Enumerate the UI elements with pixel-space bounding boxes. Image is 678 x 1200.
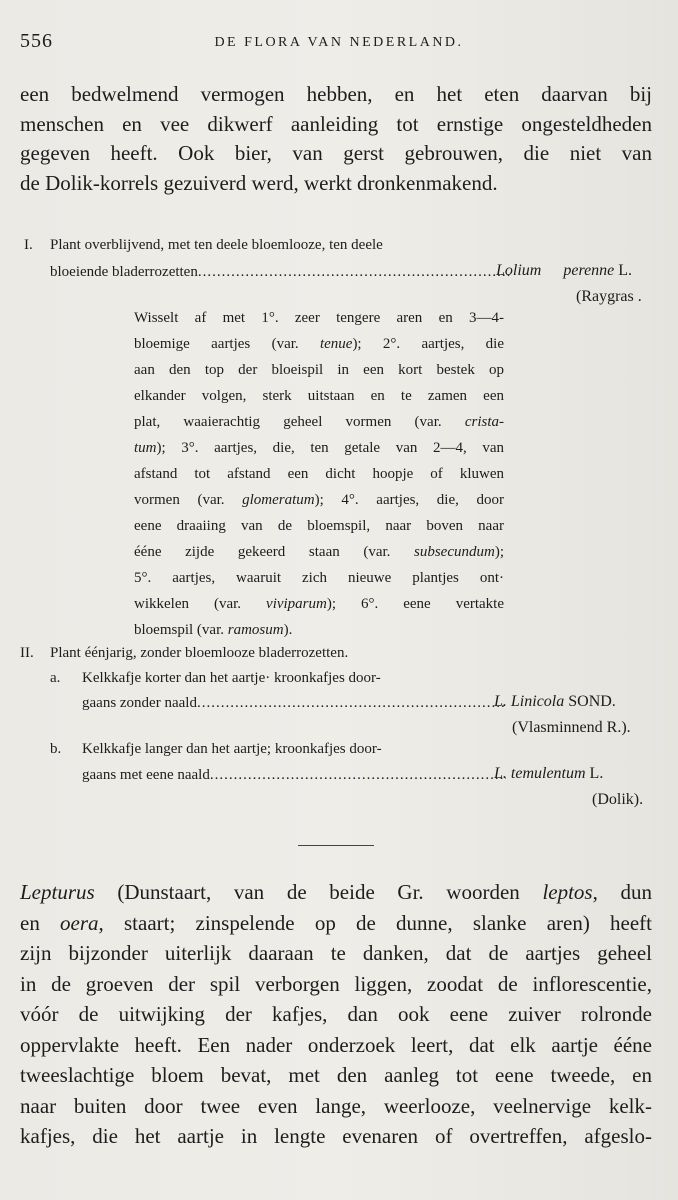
dot-leader [198,264,510,281]
page-header [20,30,658,60]
species-genus: Lolium [496,262,542,279]
common-name-dolik: (Dolik). [592,791,644,808]
lepturus-line: naar buiten door twee even lange, weerlooze, veelnervige kelk- [20,1093,652,1118]
variety-line: eene draaiing van de bloemspil, naar boven naar [134,518,504,534]
species-lolium-perenne [496,262,632,280]
lepturus-line: Lepturus (Dunstaart, van de beide Gr. woorden leptos, dun [20,880,653,904]
lepturus-line: vóór de uitwijking der kafjes, dan ook eene zuiver rolronde [20,1002,652,1026]
lepturus-line: oppervlakte heeft. Een nader onderzoek leert, dat elk aartje ééne [20,1032,652,1057]
lepturus-line: tweeslachtige bloem bevat, met den aanleg tot eene tweede, en [20,1063,652,1087]
variety-line: wikkelen (var. viviparum); 6°. eene vertakte [134,596,504,612]
lepturus-line: in de groeven der spil verborgen liggen, zoodat de inflorescentie, [20,971,652,996]
dot-leader [197,695,506,712]
species-epithet: perenne [563,262,615,279]
variety-line: Wisselt af met 1°. zeer tengere aren en 3—4- [134,310,504,326]
variety-line: bloemige aartjes (var. tenue); 2°. aartjes, die [134,336,504,352]
key-item-1-label: I. [24,237,33,253]
variety-line: elkander volgen, sterk uitstaan en te zamen een [134,388,504,404]
common-name-vlasminnend: (Vlasminnend R.). [512,719,631,736]
lepturus-line: kafjes, die het aartje in lengte evenaren of overtreffen, afgeslo- [20,1124,652,1148]
running-title: DE FLORA VAN NEDERLAND. [214,35,464,50]
species-lolium-linicola: L. Linicola SOND. [494,693,616,710]
key-item-2a-line1: Kelkkafje korter dan het aartje· kroonkafjes door- [82,670,381,686]
variety-line: tum); 3°. aartjes, die, ten getale van 2—4, van [134,440,504,456]
intro-line: de Dolik-korrels gezuiverd werd, werkt dronkenmakend. [20,170,498,195]
common-name-raygras: (Raygras . [576,288,642,305]
species-lolium-temulentum: L. temulentum L. [494,765,604,782]
key-item-2-label: II. [20,645,34,661]
species-author: L. [618,262,633,279]
section-divider [298,845,374,846]
key-item-2b-label: b. [50,741,62,757]
key-item-2b-line2: gaans met eene naald [82,767,210,783]
variety-line: afstand tot afstand een dicht hoopje of kluwen [134,466,504,482]
key-item-2a-leader [82,695,506,712]
key-item-1-line2: bloeiende bladerrozetten [50,264,198,280]
dot-leader [210,767,506,784]
key-item-2b-line1: Kelkkafje langer dan het aartje; kroonkafjes door- [82,741,382,757]
key-item-2a-line2: gaans zonder naald [82,695,197,711]
variety-line: vormen (var. glomeratum); 4°. aartjes, die, door [134,492,505,508]
lepturus-line: zijn bijzonder uiterlijk daaraan te danken, dat de aartjes geheel [20,941,652,965]
intro-line: menschen en vee dikwerf aanleiding tot ernstige ongesteldheden [20,111,652,136]
variety-line: 5°. aartjes, waaruit zich nieuwe plantjes ont· [134,570,504,586]
variety-line: bloemspil (var. ramosum). [134,622,293,638]
key-item-2b-leader [82,767,506,784]
key-item-1-leader [50,264,510,281]
lepturus-line: en oera, staart; zinspelende op de dunne, slanke aren) heeft [20,910,652,935]
intro-paragraph [20,80,652,198]
lepturus-paragraph [20,877,652,1152]
page-number: 556 [20,30,53,52]
key-item-2-text: Plant éénjarig, zonder bloemlooze bladerrozetten. [50,645,349,661]
variety-line: ééne zijde gekeerd staan (var. subsecundum); [134,544,504,560]
variety-line: aan den top der bloeispil in een kort bestek op [134,362,504,378]
genus-lepturus: Lepturus [20,880,95,904]
key-item-2a-label: a. [50,670,61,686]
variety-line: plat, waaierachtig geheel vormen (var. crista- [134,414,504,430]
intro-line: gegeven heeft. Ook bier, van gerst gebrouwen, die niet van [20,141,652,165]
intro-line: een bedwelmend vermogen hebben, en het eten daarvan bij [20,82,652,106]
key-item-1-line1: Plant overblijvend, met ten deele bloemlooze, ten deele [50,237,383,253]
